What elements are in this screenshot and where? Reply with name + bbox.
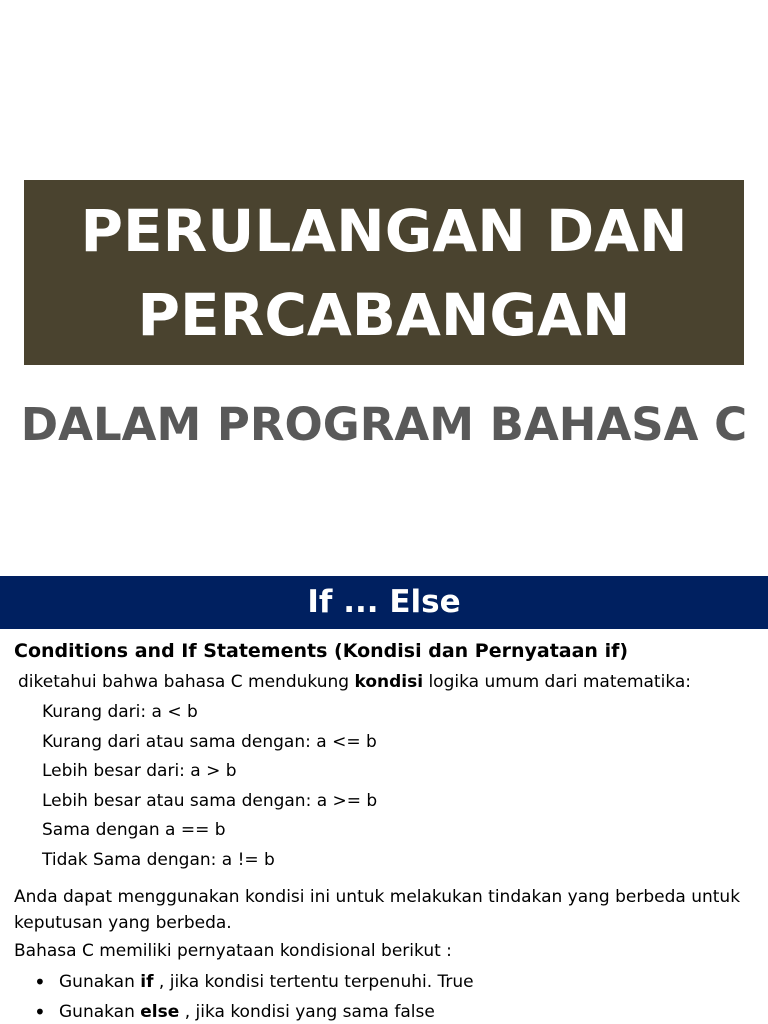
slide-content [14, 636, 759, 1024]
list-item: Kurang dari: a < b [42, 702, 198, 722]
paragraph-1: Anda dapat menggunakan kondisi ini untuk melakukan tindakan yang berbeda untuk keputusan yang berbeda. [14, 886, 741, 933]
bullet-icon: • [34, 969, 46, 994]
subtitle: DALAM PROGRAM BAHASA C [20, 398, 748, 451]
title-line-1: PERULANGAN DAN [80, 196, 688, 265]
title-box [24, 180, 744, 365]
section-heading: Conditions and If Statements (Kondisi dan Pernyataan if) [14, 640, 629, 662]
intro-bold: kondisi [354, 672, 424, 692]
bullet-icon: • [34, 999, 46, 1024]
list-item: Lebih besar atau sama dengan: a >= b [42, 790, 378, 811]
list-item: Tidak Sama dengan: a != b [42, 849, 275, 870]
slide-header-title: If ... Else [307, 584, 461, 620]
bullet-bold: if [140, 971, 154, 992]
header-bar [0, 576, 768, 629]
bullet-before: Gunakan [59, 1001, 141, 1022]
list-item: Sama dengan a == b [42, 820, 226, 841]
bullet-bold: else [140, 1001, 180, 1022]
list-item: Lebih besar dari: a > b [42, 761, 237, 782]
if-else-slide [0, 576, 768, 1024]
intro-text [14, 666, 759, 698]
bullet-list [14, 967, 759, 1024]
title-line-2: PERCABANGAN [137, 280, 631, 349]
bullet-before: Gunakan [59, 971, 141, 992]
bullet-item [34, 967, 759, 997]
intro-after: logika umum dari matematika: [423, 672, 692, 692]
bullet-after: , jika kondisi tertentu terpenuhi. True [153, 971, 474, 992]
list-item: Kurang dari atau sama dengan: a <= b [42, 731, 377, 752]
condition-list [14, 698, 759, 876]
bullet-item [34, 997, 759, 1024]
bullet-after: , jika kondisi yang sama false [179, 1001, 435, 1022]
paragraph-2: Bahasa C memiliki pernyataan kondisional berikut : [14, 940, 452, 961]
intro-before: diketahui bahwa bahasa C mendukung [18, 672, 355, 692]
